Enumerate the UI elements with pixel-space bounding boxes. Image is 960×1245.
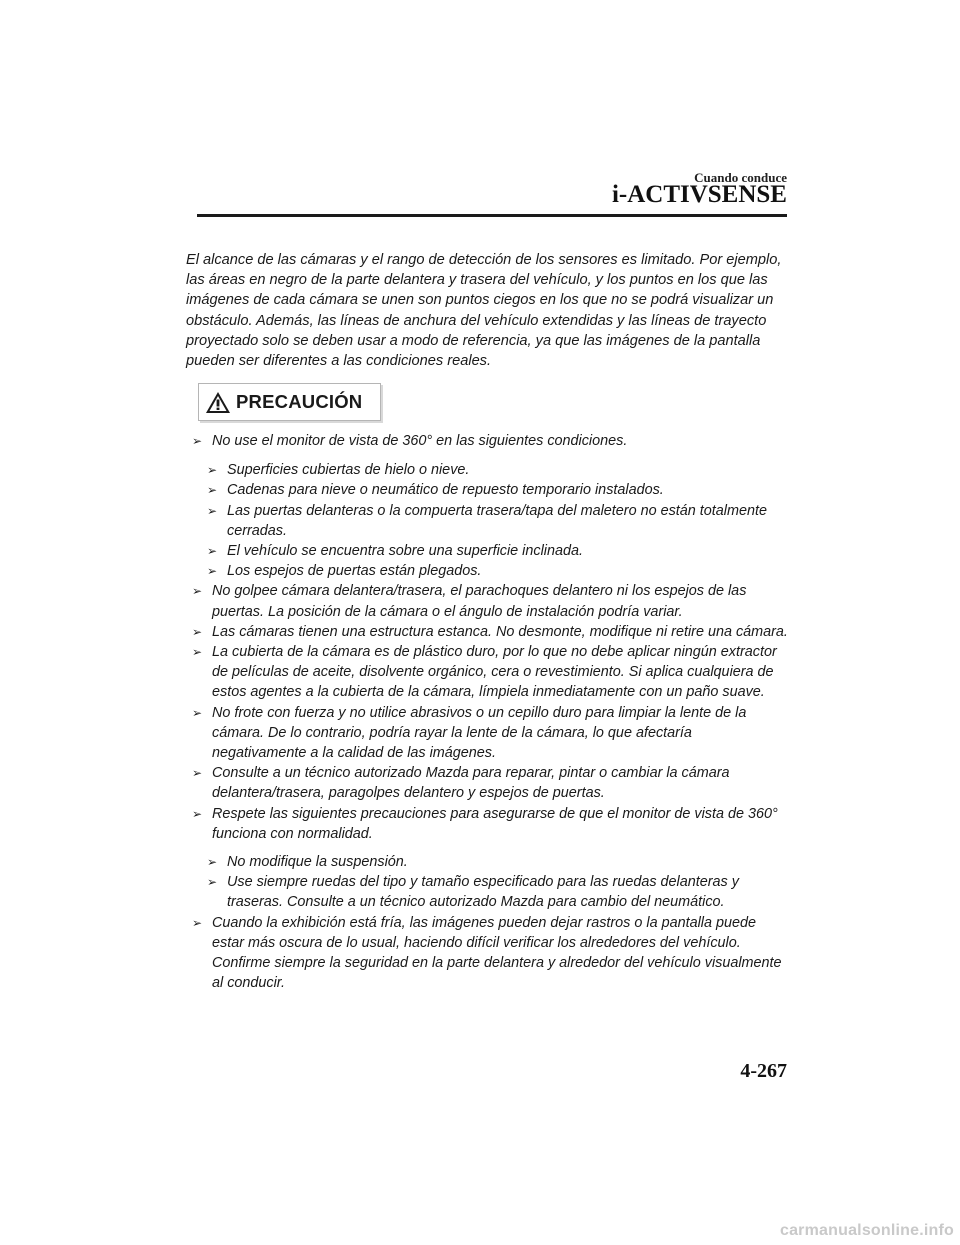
bullet-arrow-icon: ➢ (206, 503, 218, 518)
bullet-arrow-icon: ➢ (191, 645, 203, 660)
caution-box (198, 383, 381, 421)
caution-list (186, 431, 790, 993)
list-item: ➢ No use el monitor de vista de 360° en las siguientes condiciones. (186, 431, 790, 451)
list-item: ➢ Cuando la exhibición está fría, las imágenes pueden dejar rastros o la pantalla puede estar más oscura de lo usual, haciendo difícil verificar los alrededores del vehículo. Confirme siempre la seguridad en la parte delantera y alrededor del vehículo visualmente al conducir. (186, 913, 790, 994)
list-item: ➢ Superficies cubiertas de hielo o nieve. (186, 460, 790, 480)
list-item: ➢ No modifique la suspensión. (186, 852, 790, 872)
list-item: ➢ No golpee cámara delantera/trasera, el parachoques delantero ni los espejos de las puertas. La posición de la cámara o el ángulo de instalación podría variar. (186, 581, 790, 621)
bullet-arrow-icon: ➢ (206, 463, 218, 478)
list-item: ➢ El vehículo se encuentra sobre una superficie inclinada. (186, 541, 790, 561)
bullet-arrow-icon: ➢ (206, 483, 218, 498)
bullet-arrow-icon: ➢ (191, 915, 203, 930)
list-item: ➢ Use siempre ruedas del tipo y tamaño especificado para las ruedas delanteras y traseras. Consulte a un técnico autorizado Mazda para cambio del neumático. (186, 872, 790, 912)
list-item: ➢ No frote con fuerza y no utilice abrasivos o un cepillo duro para limpiar la lente de la cámara. De lo contrario, podría rayar la lente de la cámara, lo que afectaría negativamente a la calidad de las imágenes. (186, 703, 790, 764)
list-item: ➢ Las cámaras tienen una estructura estanca. No desmonte, modifique ni retire una cámara. (186, 622, 790, 642)
bullet-arrow-icon: ➢ (206, 544, 218, 559)
list-item: ➢ Respete las siguientes precauciones para asegurarse de que el monitor de vista de 360° funciona con normalidad. (186, 804, 790, 844)
bullet-arrow-icon: ➢ (191, 766, 203, 781)
list-item: ➢ Consulte a un técnico autorizado Mazda para reparar, pintar o cambiar la cámara delantera/trasera, paragolpes delantero y espejos de puertas. (186, 763, 790, 803)
list-item: ➢ La cubierta de la cámara es de plástico duro, por lo que no debe aplicar ningún extractor de películas de aceite, disolvente orgánico, cera o revestimiento. Si aplica cualquiera de estos agentes a la cubierta de la cámara, límpiela inmediatamente con un paño suave. (186, 642, 790, 703)
watermark: carmanualsonline.info (779, 1222, 954, 1239)
bullet-arrow-icon: ➢ (206, 564, 218, 579)
caution-title: PRECAUCIÓN (236, 391, 363, 412)
bullet-arrow-icon: ➢ (191, 584, 203, 599)
warning-triangle-icon (205, 391, 231, 414)
list-item: ➢ Los espejos de puertas están plegados. (186, 561, 790, 581)
bullet-arrow-icon: ➢ (191, 806, 203, 821)
section-label: Cuando conduce (694, 170, 787, 185)
chapter-title: i-ACTIVSENSE (611, 181, 787, 208)
list-item: ➢ Las puertas delanteras o la compuerta trasera/tapa del maletero no están totalmente cerradas. (186, 501, 790, 541)
list-item: ➢ Cadenas para nieve o neumático de repuesto temporario instalados. (186, 480, 790, 500)
bullet-arrow-icon: ➢ (191, 705, 203, 720)
bullet-arrow-icon: ➢ (206, 855, 218, 870)
bullet-arrow-icon: ➢ (206, 875, 218, 890)
bullet-arrow-icon: ➢ (191, 624, 203, 639)
page-number: 4-267 (740, 1060, 787, 1082)
header-rule (197, 214, 787, 217)
intro-paragraph: El alcance de las cámaras y el rango de detección de los sensores es limitado. Por ejemplo, las áreas en negro de la parte delantera y trasera del vehículo, y los puntos en los que las imágenes de cada cámara se unen son puntos ciegos en los que no se podrá visualizar un obstáculo. Además, las líneas de anchura del vehículo extendidas y las líneas de trayecto proyectado solo se deben usar a modo de referencia, ya que las imágenes de la pantalla pueden ser diferentes a las condiciones reales. (186, 252, 782, 370)
bullet-arrow-icon: ➢ (191, 434, 203, 448)
